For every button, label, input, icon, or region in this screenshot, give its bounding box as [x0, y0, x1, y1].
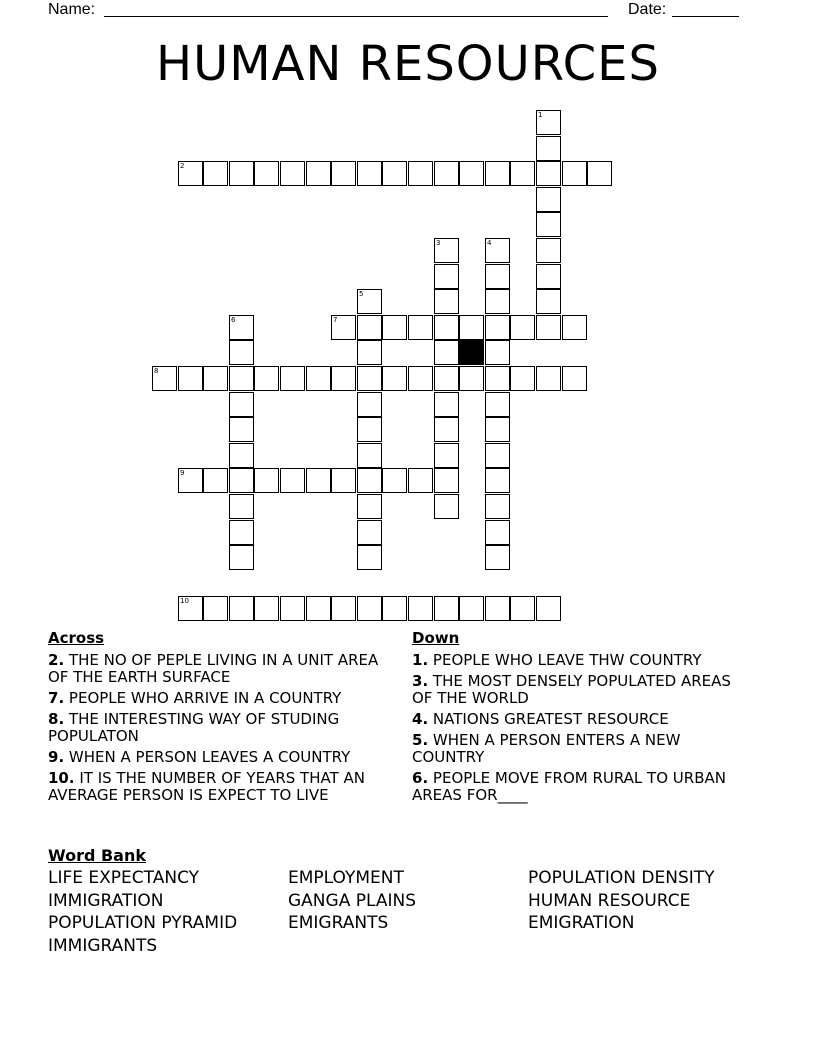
across-clue: 7. PEOPLE WHO ARRIVE IN A COUNTRY — [48, 689, 342, 707]
date-label: Date: — [628, 1, 667, 18]
grid-cell[interactable] — [306, 161, 331, 186]
grid-cell[interactable] — [434, 238, 459, 263]
grid-cell-number: 8 — [154, 367, 159, 375]
grid-cell[interactable] — [229, 520, 254, 545]
grid-cell[interactable] — [434, 596, 459, 621]
grid-cell[interactable] — [178, 468, 203, 493]
grid-cell[interactable] — [357, 545, 382, 570]
word-bank-column — [528, 867, 715, 935]
grid-cell[interactable] — [434, 161, 459, 186]
grid-cell[interactable] — [408, 596, 433, 621]
grid-cell[interactable] — [178, 366, 203, 391]
grid-cell[interactable] — [254, 468, 279, 493]
clue-number: 2 — [48, 651, 59, 669]
word-bank-column — [48, 867, 237, 958]
word-bank-item: HUMAN RESOURCE — [528, 890, 691, 911]
grid-cell[interactable] — [459, 596, 484, 621]
word-bank-item: EMPLOYMENT — [288, 868, 404, 888]
down-clue: 6. PEOPLE MOVE FROM RURAL TO URBAN AREAS FOR____ — [412, 769, 726, 804]
grid-cell[interactable] — [536, 212, 561, 237]
grid-cell-number: 6 — [231, 316, 236, 324]
grid-cell[interactable] — [331, 468, 356, 493]
grid-cell[interactable] — [408, 315, 433, 340]
grid-cell[interactable] — [536, 136, 561, 161]
grid-cell[interactable] — [562, 161, 587, 186]
grid-cell[interactable] — [331, 161, 356, 186]
grid-cell[interactable] — [357, 443, 382, 468]
grid-cell[interactable] — [485, 468, 510, 493]
grid-cell[interactable] — [485, 264, 510, 289]
grid-cell[interactable] — [434, 315, 459, 340]
grid-cell[interactable] — [254, 161, 279, 186]
grid-cell[interactable] — [178, 596, 203, 621]
grid-cell[interactable] — [382, 468, 407, 493]
across-clue: 10. IT IS THE NUMBER OF YEARS THAT AN AVERAGE PERSON IS EXPECT TO LIVE — [48, 769, 365, 804]
grid-cell[interactable] — [587, 161, 612, 186]
grid-cell[interactable] — [331, 366, 356, 391]
grid-cell[interactable] — [152, 366, 177, 391]
grid-cell[interactable] — [485, 520, 510, 545]
grid-cell[interactable] — [434, 417, 459, 442]
grid-cell[interactable] — [536, 596, 561, 621]
grid-cell[interactable] — [357, 289, 382, 314]
grid-cell[interactable] — [229, 315, 254, 340]
grid-cell[interactable] — [229, 443, 254, 468]
down-clue: 5. WHEN A PERSON ENTERS A NEW COUNTRY — [412, 731, 681, 766]
grid-cell[interactable] — [280, 366, 305, 391]
down-clue: 4. NATIONS GREATEST RESOURCE — [412, 710, 669, 728]
clue-number: 8 — [48, 710, 59, 728]
grid-cell[interactable] — [203, 596, 228, 621]
grid-cell[interactable] — [562, 366, 587, 391]
grid-cell[interactable] — [536, 289, 561, 314]
grid-cell[interactable] — [536, 110, 561, 135]
grid-cell-number: 3 — [436, 239, 441, 247]
across-clue: 9. WHEN A PERSON LEAVES A COUNTRY — [48, 748, 351, 766]
grid-cell[interactable] — [229, 366, 254, 391]
grid-cell-number: 2 — [180, 162, 185, 170]
grid-cell[interactable] — [203, 366, 228, 391]
grid-cell[interactable] — [229, 417, 254, 442]
grid-cell[interactable] — [382, 161, 407, 186]
grid-cell[interactable] — [434, 340, 459, 365]
word-bank-item: POPULATION DENSITY — [528, 868, 715, 888]
grid-cell[interactable] — [485, 392, 510, 417]
grid-cell[interactable] — [459, 315, 484, 340]
clue-number: 5 — [412, 731, 423, 749]
grid-cell[interactable] — [382, 366, 407, 391]
across-clue: 8. THE INTERESTING WAY OF STUDING POPULATON — [48, 710, 340, 745]
clue-number: 6 — [412, 769, 423, 787]
clue-text: PEOPLE MOVE FROM RURAL TO URBAN AREAS FOR____ — [412, 769, 726, 804]
grid-cell[interactable] — [408, 468, 433, 493]
grid-cell[interactable] — [280, 468, 305, 493]
name-line[interactable] — [104, 16, 608, 17]
clue-number: 1 — [412, 651, 423, 669]
clue-text: PEOPLE WHO ARRIVE IN A COUNTRY — [68, 689, 342, 707]
clue-number: 9 — [48, 748, 59, 766]
grid-cell[interactable] — [280, 161, 305, 186]
grid-cell[interactable] — [357, 340, 382, 365]
grid-cell[interactable] — [357, 494, 382, 519]
word-bank-item: EMIGRANTS — [288, 913, 389, 934]
grid-cell[interactable] — [229, 545, 254, 570]
grid-cell[interactable] — [459, 161, 484, 186]
grid-cell[interactable] — [229, 494, 254, 519]
grid-cell-number: 4 — [487, 239, 492, 247]
clue-number: 4 — [412, 710, 423, 728]
grid-cell-number: 5 — [359, 290, 364, 298]
grid-cell[interactable] — [331, 596, 356, 621]
grid-cell[interactable] — [331, 315, 356, 340]
word-bank-item: GANGA PLAINS — [288, 890, 416, 911]
grid-cell[interactable] — [485, 340, 510, 365]
word-bank-item: IMMIGRANTS — [48, 936, 158, 957]
clue-text: THE MOST DENSELY POPULATED AREAS OF THE WORLD — [412, 672, 731, 707]
clue-text: WHEN A PERSON ENTERS A NEW COUNTRY — [412, 731, 681, 766]
grid-cell[interactable] — [203, 161, 228, 186]
grid-cell[interactable] — [434, 289, 459, 314]
grid-cell[interactable] — [229, 392, 254, 417]
grid-cell[interactable] — [254, 596, 279, 621]
grid-cell[interactable] — [485, 545, 510, 570]
grid-cell[interactable] — [510, 315, 535, 340]
grid-cell[interactable] — [485, 161, 510, 186]
clue-number: 7 — [48, 689, 59, 707]
grid-cell[interactable] — [510, 596, 535, 621]
grid-cell[interactable] — [485, 494, 510, 519]
clue-text: NATIONS GREATEST RESOURCE — [432, 710, 669, 728]
grid-cell[interactable] — [382, 596, 407, 621]
grid-cell[interactable] — [485, 238, 510, 263]
grid-cell[interactable] — [485, 315, 510, 340]
grid-cell[interactable] — [178, 161, 203, 186]
grid-cell[interactable] — [357, 417, 382, 442]
grid-cell[interactable] — [434, 468, 459, 493]
grid-cell[interactable] — [562, 315, 587, 340]
grid-cell[interactable] — [357, 596, 382, 621]
grid-cell[interactable] — [280, 596, 305, 621]
page-title: HUMAN RESOURCES — [156, 36, 660, 92]
grid-cell[interactable] — [536, 161, 561, 186]
clue-text: WHEN A PERSON LEAVES A COUNTRY — [68, 748, 351, 766]
down-clue-list — [412, 652, 752, 808]
across-clue: 2. THE NO OF PEPLE LIVING IN A UNIT AREA OF THE EARTH SURFACE — [48, 651, 379, 686]
grid-cell[interactable] — [229, 596, 254, 621]
grid-cell[interactable] — [408, 366, 433, 391]
word-bank-column — [288, 867, 416, 935]
grid-cell[interactable] — [459, 366, 484, 391]
grid-cell[interactable] — [306, 468, 331, 493]
grid-cell[interactable] — [357, 468, 382, 493]
down-clue: 1. PEOPLE WHO LEAVE THW COUNTRY — [412, 651, 702, 669]
grid-cell[interactable] — [357, 161, 382, 186]
clue-number: 3 — [412, 672, 423, 690]
word-bank-item: LIFE EXPECTANCY — [48, 868, 200, 888]
grid-cell[interactable] — [510, 366, 535, 391]
grid-cell[interactable] — [203, 468, 228, 493]
grid-cell[interactable] — [229, 161, 254, 186]
grid-cell[interactable] — [306, 366, 331, 391]
word-bank-item: IMMIGRATION — [48, 890, 164, 911]
grid-cell[interactable] — [357, 315, 382, 340]
grid-cell[interactable] — [408, 161, 433, 186]
grid-cell[interactable] — [254, 366, 279, 391]
clue-number: 10 — [48, 769, 69, 787]
word-bank-item: POPULATION PYRAMID — [48, 913, 238, 934]
name-label: Name: — [48, 1, 96, 18]
grid-cell-number: 10 — [180, 597, 189, 605]
grid-cell[interactable] — [357, 520, 382, 545]
grid-cell[interactable] — [306, 596, 331, 621]
grid-cell[interactable] — [485, 443, 510, 468]
grid-cell[interactable] — [434, 392, 459, 417]
grid-cell[interactable] — [536, 366, 561, 391]
grid-cell[interactable] — [536, 315, 561, 340]
grid-cell[interactable] — [434, 366, 459, 391]
grid-cell[interactable] — [485, 417, 510, 442]
across-clue-list — [48, 652, 398, 808]
grid-cell[interactable] — [485, 289, 510, 314]
grid-cell[interactable] — [536, 264, 561, 289]
grid-cell-number: 9 — [180, 469, 185, 477]
grid-cell[interactable] — [434, 494, 459, 519]
grid-cell[interactable] — [382, 315, 407, 340]
down-heading: Down — [412, 629, 460, 647]
header-row — [0, 0, 816, 22]
grid-cell[interactable] — [510, 161, 535, 186]
grid-cell[interactable] — [434, 443, 459, 468]
clue-text: IT IS THE NUMBER OF YEARS THAT AN AVERAGE PERSON IS EXPECT TO LIVE — [48, 769, 365, 804]
grid-cell[interactable] — [229, 468, 254, 493]
clue-text: PEOPLE WHO LEAVE THW COUNTRY — [432, 651, 702, 669]
grid-cell[interactable] — [357, 392, 382, 417]
down-clue: 3. THE MOST DENSELY POPULATED AREAS OF THE WORLD — [412, 672, 731, 707]
grid-cell[interactable] — [536, 238, 561, 263]
grid-cell-number: 7 — [333, 316, 338, 324]
clue-text: THE NO OF PEPLE LIVING IN A UNIT AREA OF THE EARTH SURFACE — [48, 651, 379, 686]
date-line[interactable] — [672, 16, 739, 17]
across-heading: Across — [48, 629, 105, 647]
grid-cell-number: 1 — [538, 111, 543, 119]
clue-text: THE INTERESTING WAY OF STUDING POPULATON — [48, 710, 340, 745]
grid-cell[interactable] — [485, 596, 510, 621]
grid-cell[interactable] — [434, 264, 459, 289]
grid-block — [459, 340, 484, 365]
grid-cell[interactable] — [357, 366, 382, 391]
word-bank-item: EMIGRATION — [528, 913, 635, 934]
grid-cell[interactable] — [485, 366, 510, 391]
grid-cell[interactable] — [536, 187, 561, 212]
word-bank-heading: Word Bank — [48, 846, 147, 865]
grid-cell[interactable] — [229, 340, 254, 365]
